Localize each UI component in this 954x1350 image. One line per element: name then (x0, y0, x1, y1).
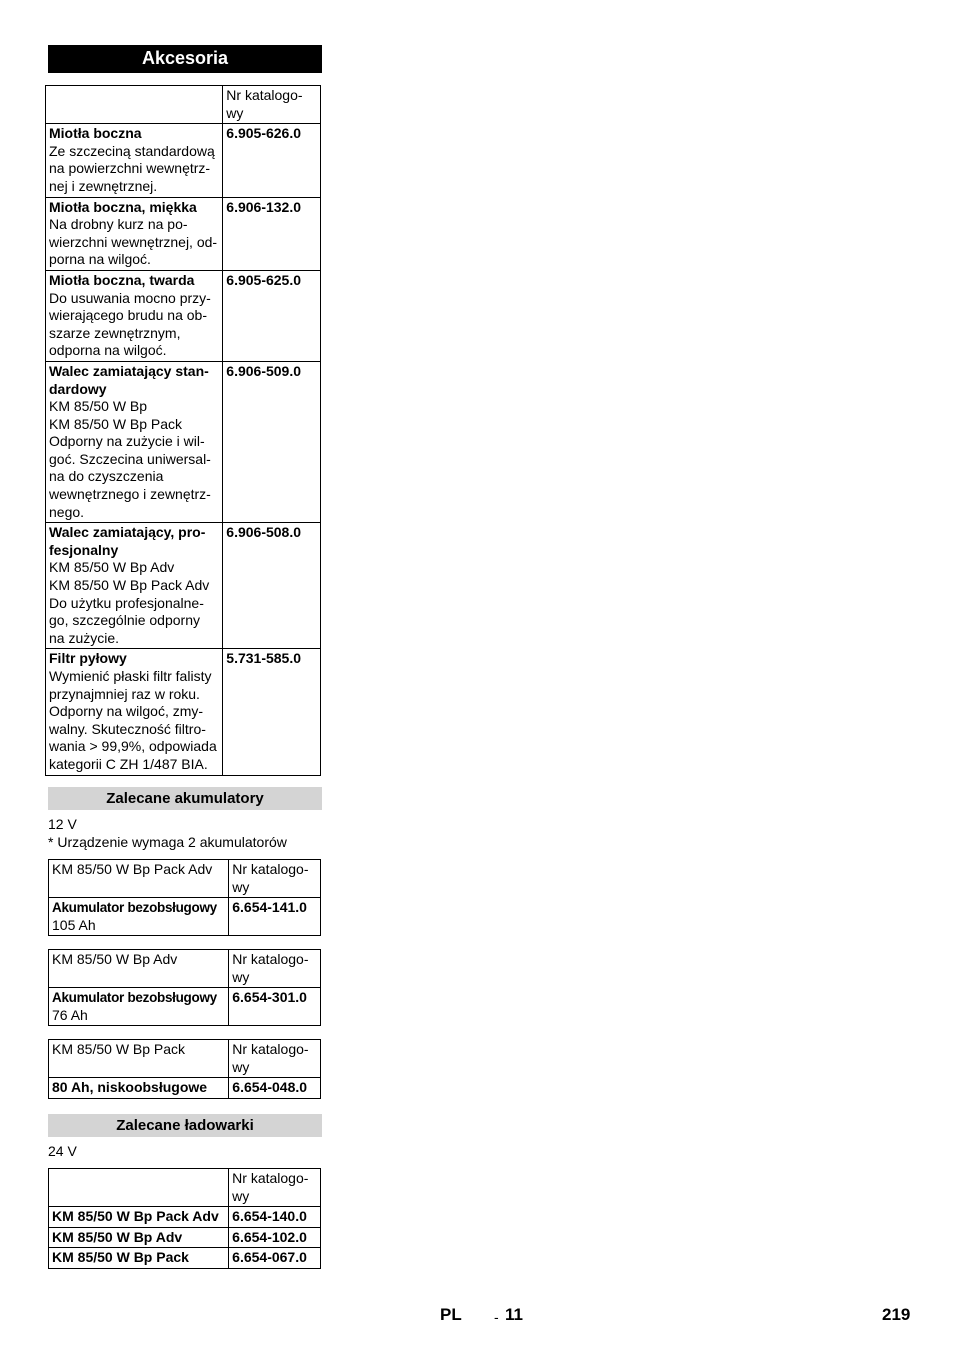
catalog-number-header: Nr katalogo- wy (229, 860, 321, 898)
charger-table (48, 1168, 321, 1269)
batteries-note: * Urządzenie wymaga 2 akumulatorów (48, 834, 287, 850)
catalog-number-header: Nr katalogo- wy (229, 950, 321, 988)
battery-table (48, 949, 321, 1026)
accessories-title: Akcesoria (48, 45, 322, 73)
chargers-voltage: 24 V (48, 1143, 77, 1159)
charger-model: KM 85/50 W Bp Pack Adv (49, 1207, 229, 1228)
part-number: 6.906-509.0 (223, 361, 321, 522)
table-row (49, 898, 321, 936)
part-number: 5.731-585.0 (223, 649, 321, 775)
item-name: Miotła boczna (49, 125, 142, 142)
table-row (46, 361, 321, 522)
part-number: 6.654-301.0 (229, 988, 321, 1026)
item-name: Miotła boczna, miękka (49, 198, 197, 215)
item-name: Walec zamiatający, pro- fesjonalny (49, 524, 206, 558)
model-name: KM 85/50 W Bp Pack Adv (49, 860, 229, 898)
part-number: 6.654-048.0 (229, 1078, 321, 1099)
table-header-row (49, 1169, 321, 1207)
table-row (46, 523, 321, 649)
battery-table (48, 859, 321, 936)
batteries-title: Zalecane akumulatory (48, 787, 322, 810)
table-row (46, 649, 321, 775)
table-row (46, 270, 321, 361)
table-row (49, 1227, 321, 1248)
table-row (46, 124, 321, 197)
empty-header-cell (46, 86, 223, 124)
table-row (49, 1207, 321, 1228)
catalog-number-header: Nr katalogo- wy (229, 1169, 321, 1207)
item-description: KM 85/50 W Bp KM 85/50 W Bp Pack Odporny na zużycie i wil- goć. Szczecina uniwersal- na do czyszczenia wewnętrznego i zewnętrz- nego. (49, 398, 211, 520)
footer-section-page: 11 (505, 1305, 523, 1324)
model-name: KM 85/50 W Bp Pack (49, 1040, 229, 1078)
batteries-voltage: 12 V (48, 816, 77, 832)
item-detail: 105 Ah (52, 916, 96, 933)
model-name: KM 85/50 W Bp Adv (49, 950, 229, 988)
item-name: 80 Ah, niskoobsługowe (49, 1078, 229, 1099)
part-number: 6.654-140.0 (229, 1207, 321, 1228)
table-row (49, 1248, 321, 1269)
footer-dash: - (494, 1309, 499, 1325)
catalog-number-header: Nr katalogo- wy (223, 86, 321, 124)
item-description: Ze szczeciną standardową na powierzchni wewnętrz- nej i zewnętrznej. (49, 142, 215, 194)
table-row (46, 197, 321, 270)
table-header-row (49, 1040, 321, 1078)
table-header-row (46, 86, 321, 124)
charger-model: KM 85/50 W Bp Pack (49, 1248, 229, 1269)
table-row (49, 988, 321, 1026)
item-name: Walec zamiatający stan- dardowy (49, 362, 209, 397)
item-detail: 76 Ah (52, 1006, 88, 1023)
chargers-title: Zalecane ładowarki (48, 1114, 322, 1137)
footer-language: PL (440, 1305, 462, 1324)
item-name: Akumulator bezobsługowy (52, 900, 217, 916)
item-description: KM 85/50 W Bp Adv KM 85/50 W Bp Pack Adv Do użytku profesjonalne- go, szczególnie odporny na zużycie. (49, 559, 210, 646)
part-number: 6.905-625.0 (223, 270, 321, 361)
part-number: 6.906-508.0 (223, 523, 321, 649)
item-name: Akumulator bezobsługowy (52, 990, 217, 1006)
table-header-row (49, 950, 321, 988)
table-header-row (49, 860, 321, 898)
part-number: 6.906-132.0 (223, 197, 321, 270)
part-number: 6.905-626.0 (223, 124, 321, 197)
table-row (49, 1078, 321, 1099)
catalog-number-header: Nr katalogo- wy (229, 1040, 321, 1078)
part-number: 6.654-102.0 (229, 1227, 321, 1248)
item-description: Na drobny kurz na po- wierzchni wewnętrznej, od- porna na wilgoć. (49, 216, 218, 268)
page-number: 219 (882, 1305, 911, 1324)
item-description: Do usuwania mocno przy- wierającego brudu na ob- szarze zewnętrznym, odporna na wilgoć. (49, 289, 211, 359)
part-number: 6.654-141.0 (229, 898, 321, 936)
item-description: Wymienić płaski filtr falisty przynajmniej raz w roku. Odporny na wilgoć, zmy- walny. Skuteczność filtro- wania > 99,9%, odpowiada kategorii C ZH 1/487 BIA. (49, 668, 217, 772)
charger-model: KM 85/50 W Bp Adv (49, 1227, 229, 1248)
item-name: Filtr pyłowy (49, 650, 127, 667)
item-name: Miotła boczna, twarda (49, 271, 195, 288)
battery-table (48, 1039, 321, 1099)
part-number: 6.654-067.0 (229, 1248, 321, 1269)
empty-header-cell (49, 1169, 229, 1207)
accessories-table (45, 85, 321, 776)
